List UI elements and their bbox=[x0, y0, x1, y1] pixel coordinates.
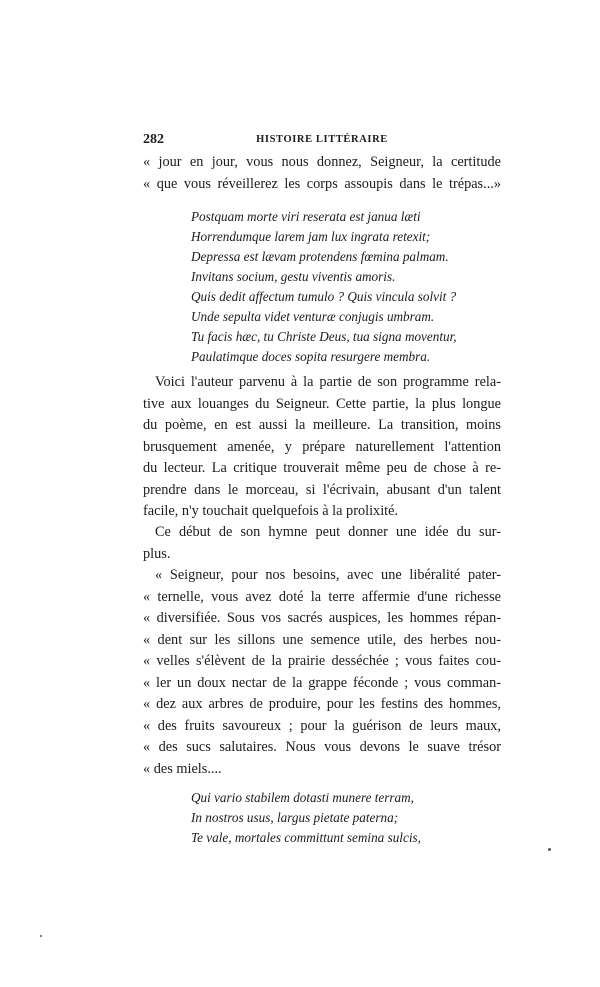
verse-line: Paulatimque doces sopita resurgere membra. bbox=[191, 349, 431, 364]
text-line: tive aux louanges du Seigneur. Cette partie, la plus longue bbox=[143, 395, 501, 412]
verse-line: Qui vario stabilem dotasti munere terram, bbox=[191, 790, 414, 805]
verse-line: Depressa est lævam protendens fœmina palmam. bbox=[191, 249, 449, 264]
text-line: brusquement amenée, y prépare naturellement l'attention bbox=[143, 438, 501, 455]
verse-line: Quis dedit affectum tumulo ? Quis vincula solvit ? bbox=[191, 289, 457, 304]
text-line: « velles s'élèvent de la prairie desséchée ; vous faites cou- bbox=[143, 653, 501, 669]
text-line: Voici l'auteur parvenu à la partie de son programme rela- bbox=[155, 374, 501, 390]
text-line: plus. bbox=[143, 545, 171, 562]
text-line: « ler un doux nectar de la grappe féconde ; vous comman- bbox=[143, 674, 501, 691]
running-title: HISTOIRE LITTÉRAIRE bbox=[256, 134, 388, 145]
text-line: « ternelle, vous avez doté la terre affermie d'une richesse bbox=[143, 588, 501, 605]
scan-speck bbox=[548, 848, 551, 851]
scan-speck bbox=[40, 935, 42, 937]
paragraph-hymn-intro bbox=[143, 522, 501, 565]
verse-line: Te vale, mortales committunt semina sulcis, bbox=[191, 830, 421, 845]
text-line: « dent sur les sillons une semence utile, des herbes nou- bbox=[143, 631, 501, 648]
text-line: « jour en jour, vous nous donnez, Seigneur, la certitude bbox=[143, 154, 501, 170]
running-header bbox=[143, 132, 501, 150]
text-line: « des fruits savoureux ; pour la guérison de leurs maux, bbox=[143, 717, 501, 734]
verse-line: Tu facis hæc, tu Christe Deus, tua signa moventur, bbox=[191, 329, 457, 344]
text-line: « des miels.... bbox=[143, 760, 222, 777]
text-line: prendre dans le morceau, si l'écrivain, abusant d'un talent bbox=[143, 481, 501, 498]
latin-verse-1 bbox=[191, 207, 491, 367]
verse-line: In nostros usus, largus pietate paterna; bbox=[191, 810, 399, 825]
verse-line: Postquam morte viri reserata est janua læti bbox=[191, 209, 421, 224]
text-line: « dez aux arbres de produire, pour les festins des hommes, bbox=[143, 696, 501, 712]
opening-quotation bbox=[143, 152, 501, 195]
text-line: « que vous réveillerez les corps assoupis dans le trépas...» bbox=[143, 175, 501, 192]
text-line: « diversifiée. Sous vos sacrés auspices, les hommes répan- bbox=[143, 610, 501, 626]
text-line: « des sucs salutaires. Nous vous devons le suave trésor bbox=[143, 739, 501, 755]
text-line: du lecteur. La critique trouverait même peu de chose à re- bbox=[143, 460, 501, 476]
text-line: « Seigneur, pour nos besoins, avec une libéralité pater- bbox=[155, 567, 501, 583]
paragraph-transition bbox=[143, 372, 501, 523]
text-line: Ce début de son hymne peut donner une idée du sur- bbox=[155, 524, 501, 540]
paragraph-hymn-translation bbox=[143, 565, 501, 780]
text-line: du poème, en est aussi la meilleure. La transition, moins bbox=[143, 417, 501, 433]
text-line: facile, n'y touchait quelquefois à la prolixité. bbox=[143, 503, 399, 519]
verse-line: Horrendumque larem jam lux ingrata retexit; bbox=[191, 229, 431, 244]
verse-line: Invitans socium, gestu viventis amoris. bbox=[191, 269, 396, 284]
latin-verse-2 bbox=[191, 788, 491, 848]
page-number: 282 bbox=[143, 132, 164, 147]
verse-line: Unde sepulta videt venturæ conjugis umbram. bbox=[191, 309, 435, 324]
